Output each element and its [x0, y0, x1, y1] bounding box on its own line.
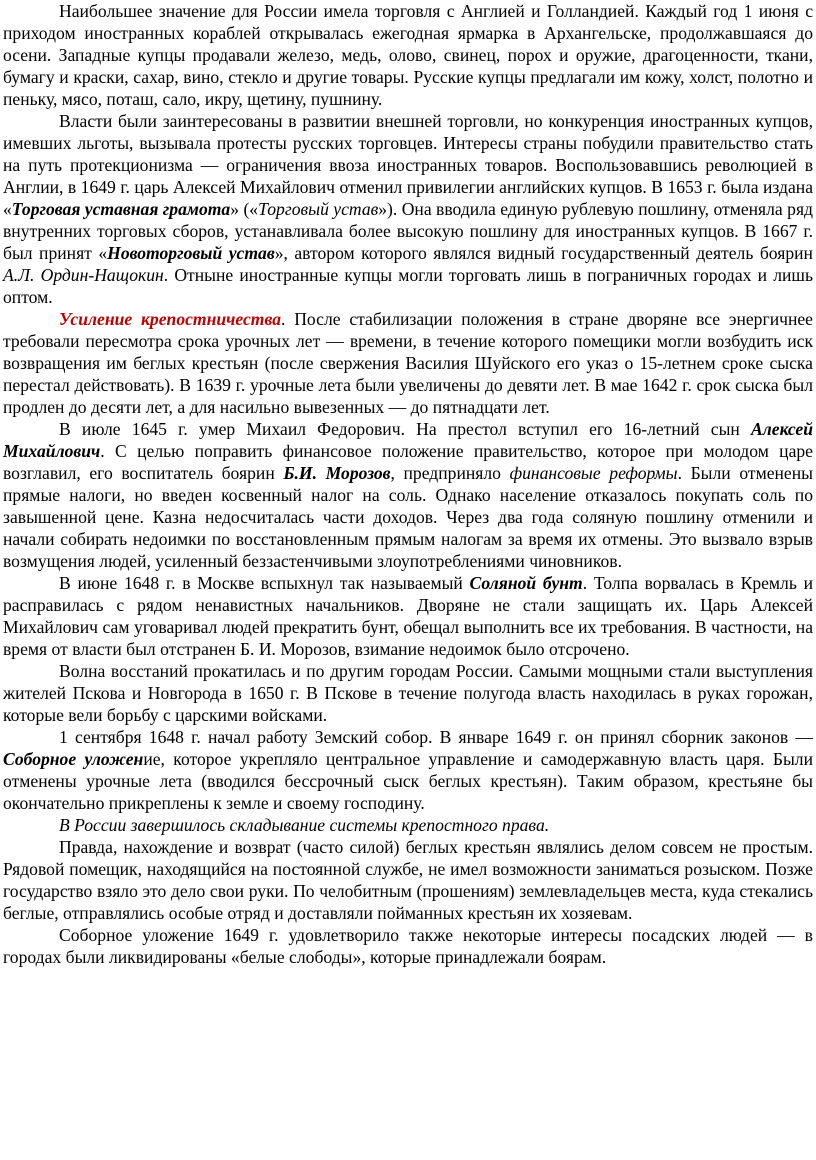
emphasis-morozov: Б.И. Морозов [283, 463, 391, 483]
paragraph-text: »). Она вводила единую рублевую пошлину, отменяла ряд внутренних торговых сборов, устанавливала более высокую пошлину для иностранных купцов. В 1667 г. был принят « [3, 199, 813, 263]
emphasis-conclusion: В России завершилось складывание системы крепостного права. [59, 815, 550, 835]
paragraph-text: В июле 1645 г. умер Михаил Федорович. На престол вступил его 16-летний сын [59, 419, 751, 439]
paragraph-text: . С целью поправить финансовое положение правительство, которое при молодом царе возглавил, его воспитатель боярин [3, 441, 813, 483]
paragraph-text: ие, которое укрепляло центральное управление и самодержавную власть царя. Были отменены урочные лета (вводился бессрочный сыск беглых крестьян). Таким образом, крестьяне бы окончательно прикреплены к земле и своему господину. [3, 749, 813, 813]
paragraph-text: Правда, нахождение и возврат (часто силой) беглых крестьян являлись делом совсем не простым. Рядовой помещик, находящийся на постоянной службе, не имел возможности заниматься розыском. Позже государство взяло это дело свои руки. По челобитным (прошениям) землевладельцев места, куда стекались беглые, отправлялись особые отряд и доставляли пойманных крестьян их хозяевам. [3, 837, 813, 923]
paragraph-text: Соборное уложение 1649 г. удовлетворило также некоторые интересы посадских людей — в городах были ликвидированы «белые слободы», которые принадлежали боярам. [3, 925, 813, 967]
paragraph-serfdom [3, 308, 813, 418]
paragraph-text: . Толпа ворвалась в Кремль и расправилась с рядом ненавистных начальников. Дворяне не стали защищать их. Царь Алексей Михайлович сам уговаривал людей прекратить бунт, обещал выполнить все их требования. В частности, на время от власти был отстранен Б. И. Морозов, взимание недоимок было отсрочено. [3, 573, 813, 659]
emphasis-trade-charter: Торговая уставная грамота [11, 199, 231, 219]
paragraph-fugitives [3, 836, 813, 924]
emphasis-salt-riot: Соляной бунт [469, 573, 583, 593]
paragraph-protectionism [3, 110, 813, 308]
paragraph-text: Волна восстаний прокатилась и по другим городам России. Самыми мощными стали выступления жителей Пскова и Новгорода в 1650 г. В Пскове в течение полугода власть находилась в руках горожан, которые вели борьбу с царскими войсками. [3, 661, 813, 725]
paragraph-text: . Отныне иностранные купцы могли торговать лишь в пограничных городах и лишь оптом. [3, 265, 813, 307]
emphasis-alexei: Алексей Михайлович [3, 419, 813, 461]
emphasis-new-trade-statute: Новоторговый устав [107, 243, 275, 263]
paragraph-trade [3, 0, 813, 110]
emphasis-ordin-nashchokin: А.Л. Ордин-Нащокин [3, 265, 164, 285]
paragraph-uprisings [3, 660, 813, 726]
paragraph-text: 1 сентября 1648 г. начал работу Земский собор. В январе 1649 г. он принял сборник законов — [59, 727, 813, 747]
paragraph-text: Наибольшее значение для России имела торговля с Англией и Голландией. Каждый год 1 июня с приходом иностранных кораблей открывалась ежегодная ярмарка в Архангельске, продолжавшаяся до осени. Западные купцы продавали железо, медь, олово, свинец, порох и оружие, драгоценности, ткани, бумагу и краски, сахар, вино, стекло и другие товары. Русские купцы предлагали им кожу, холст, полотно и пеньку, мясо, поташ, сало, икру, щетину, пушнину. [3, 1, 813, 109]
paragraph-text: В июне 1648 г. в Москве вспыхнул так называемый [59, 573, 470, 593]
paragraph-conclusion [3, 814, 813, 836]
emphasis-trade-statute: Торговый устав [258, 199, 379, 219]
paragraph-text: , предприняло [390, 463, 510, 483]
paragraph-text: », автором которого являлся видный государственный деятель боярин [274, 243, 813, 263]
section-heading: Усиление крепостничества [59, 309, 281, 329]
paragraph-text: Власти были заинтересованы в развитии внешней торговли, но конкуренция иностранных купцов, имевших льготы, вызывала протесты русских торговцев. Интересы страны побудили правительство стать на путь протекционизма — ограничения ввоза иностранных товаров. Воспользовавшись революцией в Англии, в 1649 г. царь Алексей Михайлович отменил привилегии английских купцов. В 1653 г. была издана « [3, 111, 813, 219]
paragraph-code [3, 726, 813, 814]
paragraph-text: . Были отменены прямые налоги, но введен косвенный налог на соль. Однако население отказалось покупать соль по завышенной цене. Казна недосчиталась части доходов. Через два года соляную пошлину отменили и начали собирать недоимки по восстановленным прямым налогам за время их отмены. Это вызвало взрыв возмущения людей, усиленный беззастенчивыми злоупотреблениями чиновников. [3, 463, 813, 571]
emphasis-council-code: Соборное уложен [3, 749, 144, 769]
paragraph-text: » (« [230, 199, 259, 219]
paragraph-text: . После стабилизации положения в стране дворяне все энергичнее требовали пересмотра срока урочных лет — времени, в течение которого помещики могли возбудить иск возвращения им беглых крестьян (после свержения Василия Шуйского его указ о 15-летнем сроке сыска перестал действовать). В 1639 г. урочные лета были увеличены до девяти лет. В мае 1642 г. срок сыска был продлен до десяти лет, а для насильно вывезенных — до пятнадцати лет. [3, 309, 813, 417]
paragraph-alexei [3, 418, 813, 572]
paragraph-townspeople [3, 924, 813, 968]
paragraph-salt-riot [3, 572, 813, 660]
emphasis-financial-reforms: финансовые реформы [509, 463, 678, 483]
